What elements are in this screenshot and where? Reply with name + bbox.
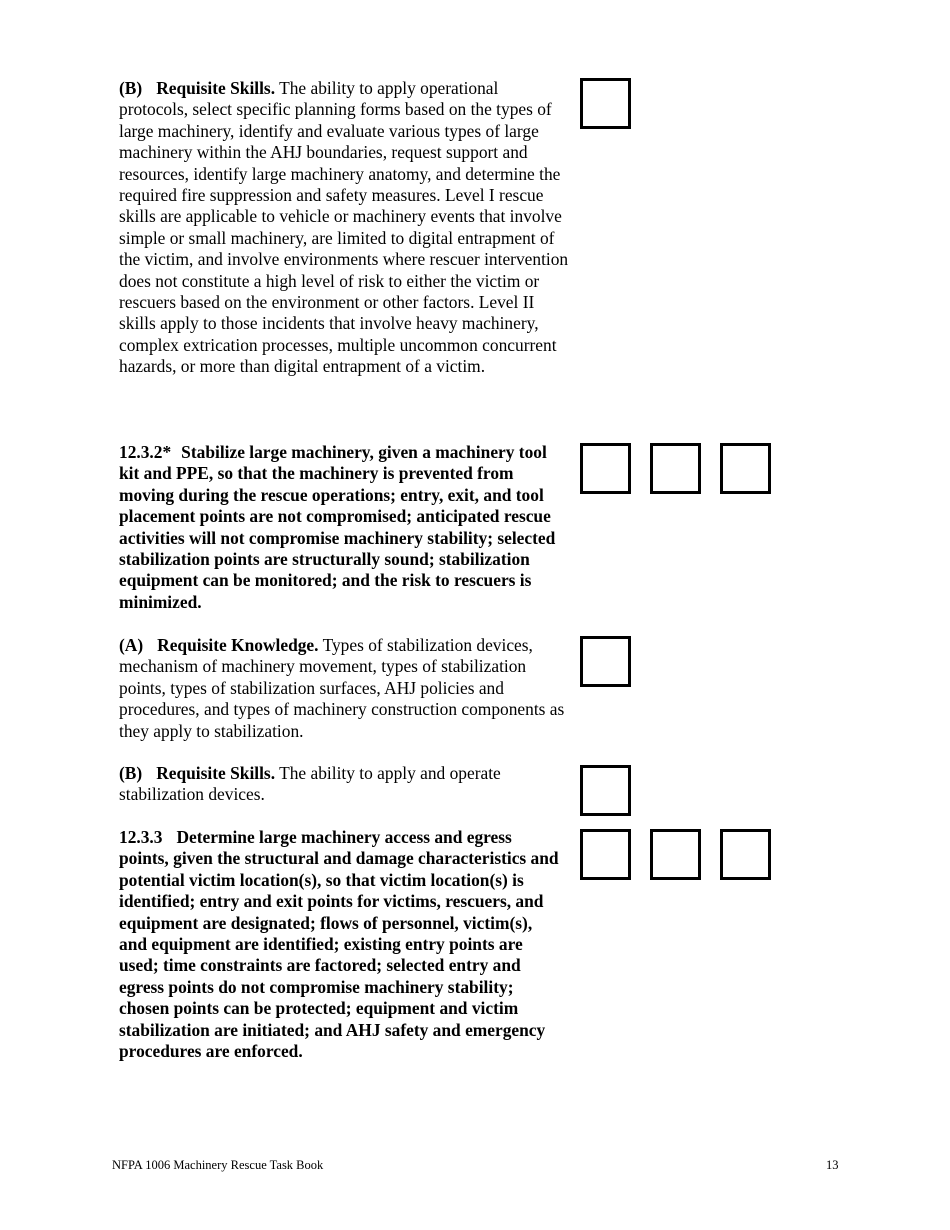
signoff-checkbox[interactable] <box>580 765 631 816</box>
signoff-checkbox-1[interactable] <box>580 443 631 494</box>
section-text: The ability to apply and operate stabilization devices. <box>119 763 501 805</box>
signoff-checkbox-2[interactable] <box>650 829 701 880</box>
section-text: Types of stabilization devices, mechanism of machinery movement, types of stabilization points, types of stabilization surfaces, AHJ policies and procedures, and types of machinery construction components as they apply to stabilization. <box>119 635 565 741</box>
jpr-number: 12.3.3 <box>119 827 163 847</box>
section-marker: (B) <box>119 763 143 783</box>
footer-title: NFPA 1006 Machinery Rescue Task Book <box>112 1158 324 1172</box>
jpr-12-3-3-paragraph <box>119 827 561 1062</box>
jpr-text: Stabilize large machinery, given a machinery tool kit and PPE, so that the machinery is prevented from moving during the rescue operations; entry, exit, and tool placement points are not compromised; anticipated rescue activities will not compromise machinery stability; selected stabilization points are structurally sound; stabilization equipment can be monitored; and the risk to rescuers is minimized. <box>119 442 556 612</box>
jpr-number: 12.3.2* <box>119 442 172 462</box>
signoff-checkbox-3[interactable] <box>720 443 771 494</box>
section-label: Requisite Skills. <box>156 78 276 98</box>
section-marker: (B) <box>119 78 143 98</box>
requisite-skills-b2-paragraph <box>119 763 569 806</box>
signoff-checkbox-2[interactable] <box>650 443 701 494</box>
signoff-checkbox[interactable] <box>580 636 631 687</box>
section-text: The ability to apply operational protocols, select specific planning forms based on the types of large machinery, identify and evaluate various types of large machinery within the AHJ boundaries, request support and resources, identify large machinery anatomy, and determine the required fire suppression and safety measures. Level I rescue skills are applicable to vehicle or machinery events that involve simple or small machinery, are limited to digital entrapment of the victim, and involve environments where rescuer intervention does not constitute a high level of risk to either the victim or rescuers based on the environment or other factors. Level II skills apply to those incidents that involve heavy machinery, complex extrication processes, multiple uncommon concurrent hazards, or more than digital entrapment of a victim. <box>119 78 569 377</box>
signoff-checkbox-1[interactable] <box>580 829 631 880</box>
requisite-knowledge-a-paragraph <box>119 635 569 742</box>
page-number: 13 <box>826 1158 839 1172</box>
section-label: Requisite Skills. <box>156 763 276 783</box>
jpr-12-3-2-paragraph <box>119 442 561 613</box>
requisite-skills-b-paragraph <box>119 78 569 378</box>
signoff-checkbox[interactable] <box>580 78 631 129</box>
jpr-text: Determine large machinery access and egress points, given the structural and damage characteristics and potential victim location(s), so that victim location(s) is identified; entry and exit points for victims, rescuers, and equipment are designated; flows of personnel, victim(s), and equipment are identified; existing entry points are used; time constraints are factored; selected entry and egress points do not compromise machinery stability; chosen points can be protected; equipment and victim stabilization are initiated; and AHJ safety and emergency procedures are enforced. <box>119 827 559 1062</box>
section-marker: (A) <box>119 635 144 655</box>
section-label: Requisite Knowledge. <box>157 635 319 655</box>
signoff-checkbox-3[interactable] <box>720 829 771 880</box>
